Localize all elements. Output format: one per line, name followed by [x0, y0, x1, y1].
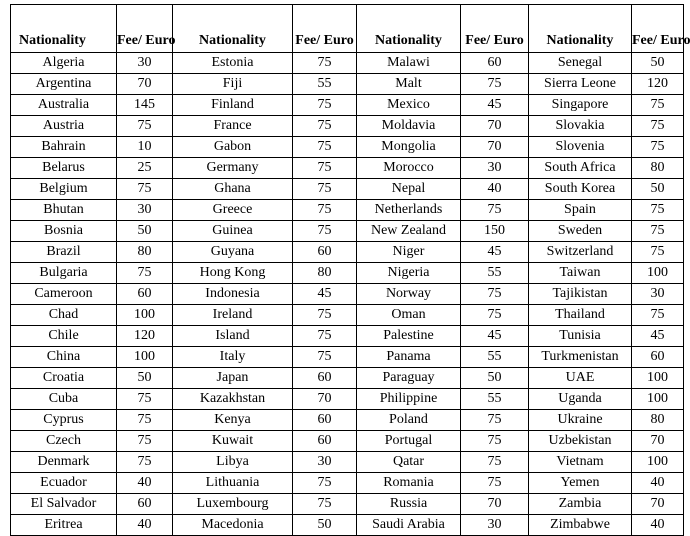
- nationality-cell: Romania: [357, 473, 461, 494]
- fee-cell: 30: [461, 158, 529, 179]
- nationality-cell: Russia: [357, 494, 461, 515]
- nationality-cell: South Korea: [529, 179, 632, 200]
- nationality-cell: Mongolia: [357, 137, 461, 158]
- nationality-cell: Paraguay: [357, 368, 461, 389]
- fee-cell: 75: [293, 53, 357, 74]
- fee-cell: 75: [293, 347, 357, 368]
- fee-cell: 10: [117, 137, 173, 158]
- nationality-cell: Poland: [357, 410, 461, 431]
- nationality-header: Nationality: [173, 5, 293, 53]
- nationality-cell: Tajikistan: [529, 284, 632, 305]
- fee-cell: 150: [461, 221, 529, 242]
- fee-cell: 75: [293, 326, 357, 347]
- fee-cell: 50: [117, 368, 173, 389]
- nationality-cell: Greece: [173, 200, 293, 221]
- nationality-cell: Bosnia: [11, 221, 117, 242]
- nationality-cell: Japan: [173, 368, 293, 389]
- fee-cell: 80: [632, 410, 684, 431]
- fee-cell: 40: [632, 515, 684, 536]
- nationality-header: Nationality: [11, 5, 117, 53]
- nationality-cell: Germany: [173, 158, 293, 179]
- fee-header: Fee/ Euro: [632, 5, 684, 53]
- fee-cell: 60: [461, 53, 529, 74]
- nationality-cell: Sweden: [529, 221, 632, 242]
- fee-cell: 30: [632, 284, 684, 305]
- nationality-cell: Chad: [11, 305, 117, 326]
- fee-cell: 75: [293, 305, 357, 326]
- fee-cell: 75: [461, 305, 529, 326]
- fee-cell: 45: [461, 242, 529, 263]
- nationality-cell: Nepal: [357, 179, 461, 200]
- fee-cell: 80: [117, 242, 173, 263]
- table-header-row: [11, 5, 684, 53]
- nationality-cell: Panama: [357, 347, 461, 368]
- nationality-header: Nationality: [357, 5, 461, 53]
- nationality-cell: Netherlands: [357, 200, 461, 221]
- nationality-cell: Estonia: [173, 53, 293, 74]
- nationality-cell: Cuba: [11, 389, 117, 410]
- nationality-cell: Malt: [357, 74, 461, 95]
- nationality-cell: Luxembourg: [173, 494, 293, 515]
- fee-cell: 30: [117, 200, 173, 221]
- fee-cell: 75: [632, 116, 684, 137]
- nationality-cell: Singapore: [529, 95, 632, 116]
- fee-cell: 45: [293, 284, 357, 305]
- fee-cell: 75: [461, 284, 529, 305]
- nationality-cell: Thailand: [529, 305, 632, 326]
- fee-cell: 75: [461, 200, 529, 221]
- table-row: [11, 347, 684, 368]
- fee-cell: 40: [117, 515, 173, 536]
- nationality-cell: Czech: [11, 431, 117, 452]
- fee-cell: 75: [293, 158, 357, 179]
- fee-cell: 55: [461, 347, 529, 368]
- fee-cell: 100: [117, 305, 173, 326]
- fee-cell: 50: [293, 515, 357, 536]
- nationality-cell: Philippine: [357, 389, 461, 410]
- nationality-cell: Croatia: [11, 368, 117, 389]
- nationality-cell: Kazakhstan: [173, 389, 293, 410]
- fee-header: Fee/ Euro: [293, 5, 357, 53]
- fee-cell: 75: [461, 452, 529, 473]
- fee-cell: 75: [461, 473, 529, 494]
- fee-cell: 75: [632, 221, 684, 242]
- nationality-cell: UAE: [529, 368, 632, 389]
- table-body: [11, 53, 684, 536]
- nationality-cell: Palestine: [357, 326, 461, 347]
- nationality-cell: Niger: [357, 242, 461, 263]
- fee-cell: 75: [117, 431, 173, 452]
- table-row: [11, 200, 684, 221]
- nationality-cell: Chile: [11, 326, 117, 347]
- nationality-cell: Brazil: [11, 242, 117, 263]
- fee-cell: 40: [632, 473, 684, 494]
- nationality-cell: Vietnam: [529, 452, 632, 473]
- fee-cell: 75: [117, 263, 173, 284]
- table-row: [11, 221, 684, 242]
- nationality-cell: Qatar: [357, 452, 461, 473]
- fee-cell: 60: [293, 410, 357, 431]
- table-row: [11, 452, 684, 473]
- nationality-cell: Finland: [173, 95, 293, 116]
- nationality-cell: South Africa: [529, 158, 632, 179]
- fee-cell: 75: [293, 473, 357, 494]
- fee-cell: 40: [461, 179, 529, 200]
- table-row: [11, 263, 684, 284]
- fee-cell: 120: [117, 326, 173, 347]
- fee-cell: 75: [117, 179, 173, 200]
- fee-cell: 100: [632, 263, 684, 284]
- nationality-cell: Ghana: [173, 179, 293, 200]
- nationality-cell: Taiwan: [529, 263, 632, 284]
- nationality-cell: Slovenia: [529, 137, 632, 158]
- nationality-cell: Moldavia: [357, 116, 461, 137]
- nationality-cell: Senegal: [529, 53, 632, 74]
- fee-cell: 75: [117, 410, 173, 431]
- fee-cell: 70: [461, 137, 529, 158]
- nationality-cell: Yemen: [529, 473, 632, 494]
- nationality-cell: Kenya: [173, 410, 293, 431]
- fee-cell: 75: [117, 116, 173, 137]
- nationality-cell: Turkmenistan: [529, 347, 632, 368]
- fee-cell: 60: [632, 347, 684, 368]
- nationality-cell: El Salvador: [11, 494, 117, 515]
- nationality-cell: Gabon: [173, 137, 293, 158]
- table-row: [11, 389, 684, 410]
- fee-cell: 75: [293, 179, 357, 200]
- fee-cell: 75: [632, 95, 684, 116]
- fee-cell: 70: [632, 431, 684, 452]
- table-row: [11, 368, 684, 389]
- fee-cell: 45: [461, 95, 529, 116]
- nationality-cell: Mexico: [357, 95, 461, 116]
- fee-cell: 75: [117, 389, 173, 410]
- fee-cell: 50: [117, 221, 173, 242]
- nationality-cell: New Zealand: [357, 221, 461, 242]
- fee-cell: 80: [632, 158, 684, 179]
- nationality-cell: Austria: [11, 116, 117, 137]
- nationality-cell: Bahrain: [11, 137, 117, 158]
- fee-cell: 75: [293, 494, 357, 515]
- table-row: [11, 53, 684, 74]
- fee-cell: 45: [632, 326, 684, 347]
- fee-cell: 75: [293, 95, 357, 116]
- fee-cell: 75: [117, 452, 173, 473]
- fee-cell: 60: [293, 431, 357, 452]
- fee-cell: 60: [117, 284, 173, 305]
- nationality-cell: Zambia: [529, 494, 632, 515]
- fee-cell: 70: [293, 389, 357, 410]
- table-row: [11, 494, 684, 515]
- nationality-cell: Australia: [11, 95, 117, 116]
- nationality-cell: Denmark: [11, 452, 117, 473]
- nationality-cell: Switzerland: [529, 242, 632, 263]
- fee-header: Fee/ Euro: [461, 5, 529, 53]
- nationality-cell: Saudi Arabia: [357, 515, 461, 536]
- fee-cell: 100: [632, 368, 684, 389]
- nationality-cell: Norway: [357, 284, 461, 305]
- fee-cell: 55: [293, 74, 357, 95]
- fee-cell: 25: [117, 158, 173, 179]
- fee-cell: 30: [117, 53, 173, 74]
- fee-cell: 100: [632, 452, 684, 473]
- nationality-cell: Lithuania: [173, 473, 293, 494]
- nationality-cell: Sierra Leone: [529, 74, 632, 95]
- nationality-cell: Portugal: [357, 431, 461, 452]
- nationality-cell: France: [173, 116, 293, 137]
- nationality-cell: Morocco: [357, 158, 461, 179]
- fee-cell: 75: [632, 242, 684, 263]
- nationality-cell: Kuwait: [173, 431, 293, 452]
- fee-cell: 75: [461, 410, 529, 431]
- nationality-cell: Macedonia: [173, 515, 293, 536]
- nationality-cell: Argentina: [11, 74, 117, 95]
- table-row: [11, 74, 684, 95]
- fee-cell: 80: [293, 263, 357, 284]
- fee-header: Fee/ Euro: [117, 5, 173, 53]
- fee-cell: 75: [461, 431, 529, 452]
- nationality-cell: Hong Kong: [173, 263, 293, 284]
- nationality-cell: Tunisia: [529, 326, 632, 347]
- table-row: [11, 473, 684, 494]
- nationality-fee-table: [10, 4, 690, 536]
- table-row: [11, 116, 684, 137]
- fee-cell: 145: [117, 95, 173, 116]
- fee-cell: 60: [117, 494, 173, 515]
- fee-cell: 70: [117, 74, 173, 95]
- nationality-cell: Eritrea: [11, 515, 117, 536]
- fee-cell: 75: [293, 221, 357, 242]
- fee-cell: 50: [632, 53, 684, 74]
- nationality-cell: Cyprus: [11, 410, 117, 431]
- table-row: [11, 95, 684, 116]
- fee-cell: 55: [461, 389, 529, 410]
- table-row: [11, 284, 684, 305]
- fee-cell: 75: [293, 116, 357, 137]
- fee-cell: 100: [117, 347, 173, 368]
- fee-cell: 40: [117, 473, 173, 494]
- table-row: [11, 326, 684, 347]
- nationality-cell: Uganda: [529, 389, 632, 410]
- table-row: [11, 242, 684, 263]
- nationality-cell: Uzbekistan: [529, 431, 632, 452]
- table-row: [11, 179, 684, 200]
- nationality-cell: Bhutan: [11, 200, 117, 221]
- nationality-cell: Libya: [173, 452, 293, 473]
- table-row: [11, 515, 684, 536]
- fee-cell: 75: [632, 200, 684, 221]
- nationality-cell: Belarus: [11, 158, 117, 179]
- nationality-cell: Guyana: [173, 242, 293, 263]
- fee-cell: 120: [632, 74, 684, 95]
- fee-cell: 60: [293, 242, 357, 263]
- fee-cell: 75: [461, 74, 529, 95]
- table-row: [11, 305, 684, 326]
- nationality-cell: Malawi: [357, 53, 461, 74]
- nationality-cell: Spain: [529, 200, 632, 221]
- fee-cell: 50: [461, 368, 529, 389]
- fee-cell: 100: [632, 389, 684, 410]
- table-row: [11, 410, 684, 431]
- nationality-cell: Oman: [357, 305, 461, 326]
- nationality-cell: Slovakia: [529, 116, 632, 137]
- nationality-cell: Ukraine: [529, 410, 632, 431]
- fee-cell: 70: [461, 494, 529, 515]
- fee-cell: 50: [632, 179, 684, 200]
- nationality-cell: Fiji: [173, 74, 293, 95]
- nationality-cell: Algeria: [11, 53, 117, 74]
- nationality-cell: Ecuador: [11, 473, 117, 494]
- fee-cell: 45: [461, 326, 529, 347]
- nationality-cell: Zimbabwe: [529, 515, 632, 536]
- fee-cell: 70: [461, 116, 529, 137]
- fee-cell: 75: [293, 137, 357, 158]
- nationality-cell: Guinea: [173, 221, 293, 242]
- table-row: [11, 158, 684, 179]
- fee-cell: 55: [461, 263, 529, 284]
- fee-cell: 75: [632, 305, 684, 326]
- table-row: [11, 137, 684, 158]
- fee-cell: 75: [632, 137, 684, 158]
- nationality-cell: Ireland: [173, 305, 293, 326]
- fee-cell: 70: [632, 494, 684, 515]
- nationality-cell: Belgium: [11, 179, 117, 200]
- fee-cell: 30: [293, 452, 357, 473]
- nationality-cell: Cameroon: [11, 284, 117, 305]
- table-row: [11, 431, 684, 452]
- fee-cell: 30: [461, 515, 529, 536]
- nationality-cell: China: [11, 347, 117, 368]
- nationality-cell: Island: [173, 326, 293, 347]
- nationality-header: Nationality: [529, 5, 632, 53]
- fee-cell: 75: [293, 200, 357, 221]
- nationality-cell: Bulgaria: [11, 263, 117, 284]
- nationality-cell: Nigeria: [357, 263, 461, 284]
- nationality-cell: Italy: [173, 347, 293, 368]
- fee-cell: 60: [293, 368, 357, 389]
- nationality-cell: Indonesia: [173, 284, 293, 305]
